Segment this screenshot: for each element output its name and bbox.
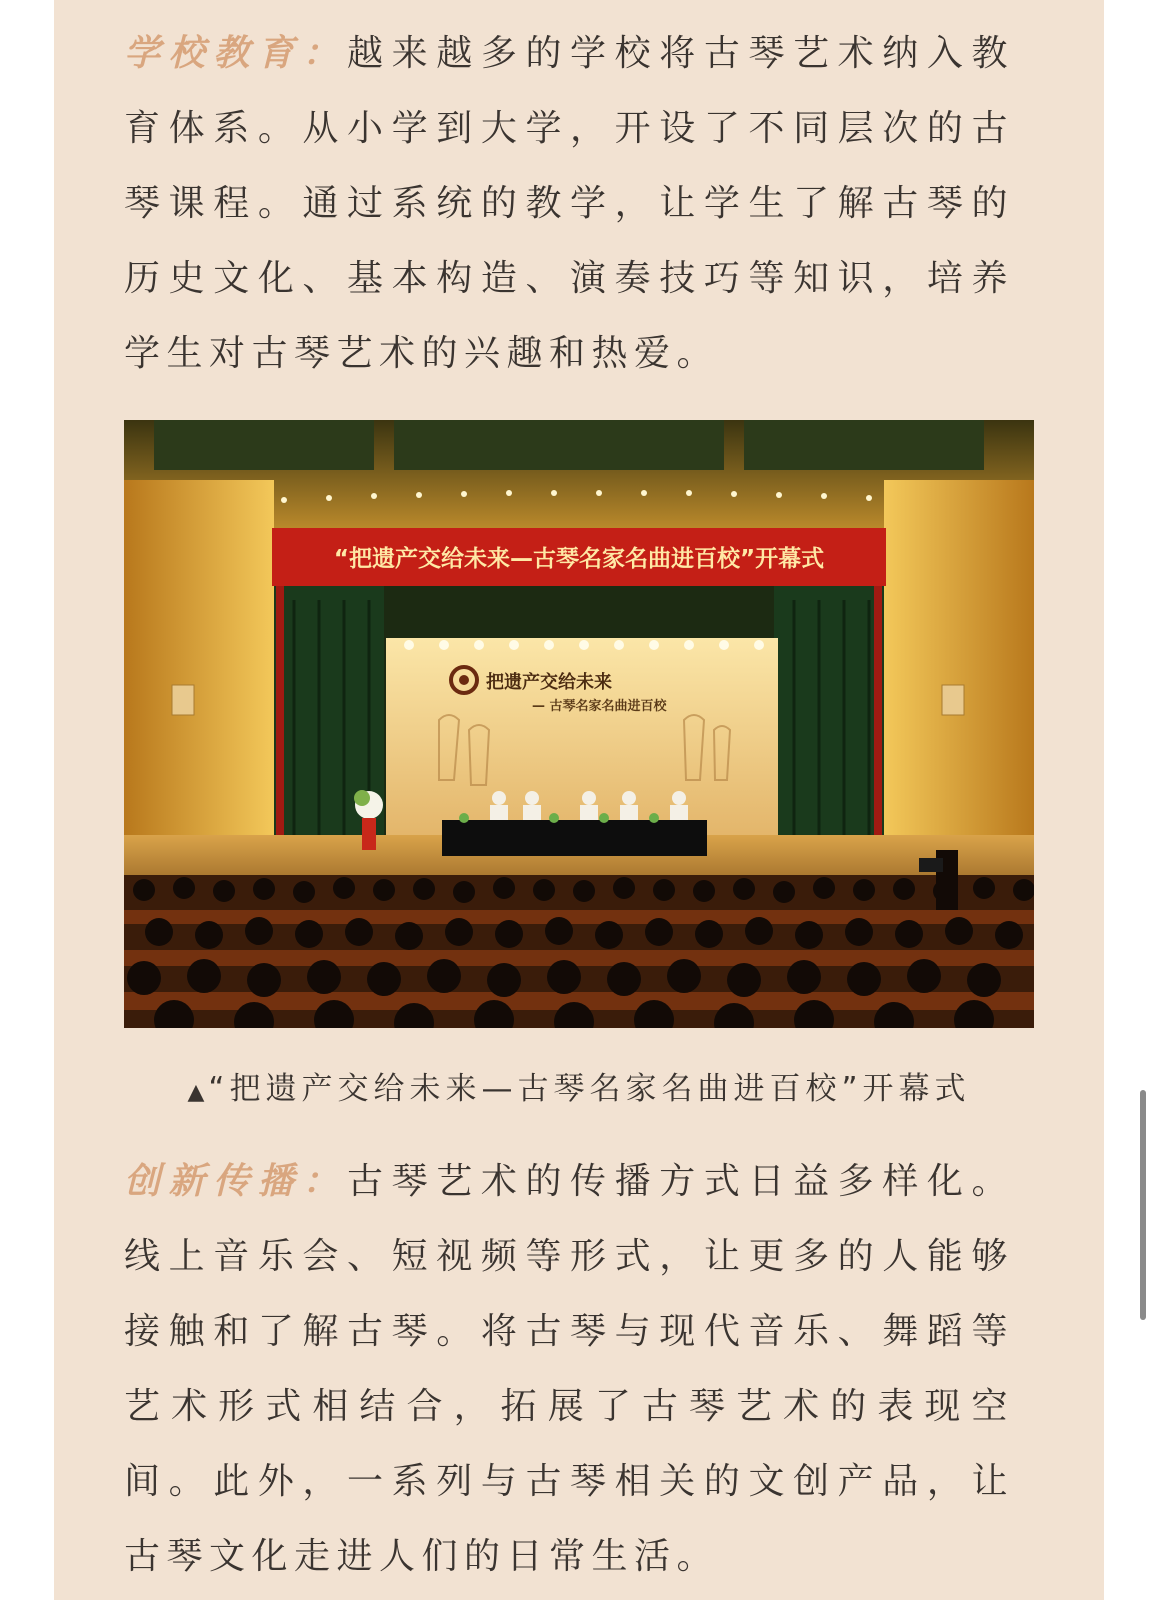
caption-triangle-icon: ▲	[187, 1080, 205, 1105]
backdrop-title: 把遗产交给未来	[486, 672, 612, 693]
paragraph-body: 越来越多的学校将古琴艺术纳入教育体系。从小学到大学，开设了不同层次的古琴课程。通过系统的教学，让学生了解古琴的历史文化、基本构造、演奏技巧等知识，培养学生对古琴艺术的兴趣和热爱。	[124, 33, 1014, 374]
page-scrollbar[interactable]	[1140, 1090, 1146, 1320]
photo-caption	[54, 1063, 1104, 1108]
article-card	[54, 0, 1104, 1600]
caption-text: “把遗产交给未来—古琴名家名曲进百校”开幕式	[208, 1071, 971, 1107]
concert-hall-photo	[124, 420, 1034, 1028]
section-lead-innovative-spread: 创新传播：	[124, 1161, 348, 1202]
section-lead-school-education: 学校教育：	[124, 33, 348, 74]
paragraph-innovative-spread	[124, 1144, 1014, 1594]
paragraph-school-education	[124, 16, 1014, 391]
paragraph-body: 古琴艺术的传播方式日益多样化。线上音乐会、短视频等形式，让更多的人能够接触和了解古琴。将古琴与现代音乐、舞蹈等艺术形式相结合，拓展了古琴艺术的表现空间。此外，一系列与古琴相关的文创产品，让古琴文化走进人们的日常生活。	[124, 1161, 1014, 1577]
backdrop-subtitle: — 古琴名家名曲进百校	[532, 699, 667, 714]
stage-banner-text: “把遗产交给未来—古琴名家名曲进百校”开幕式	[333, 546, 825, 572]
